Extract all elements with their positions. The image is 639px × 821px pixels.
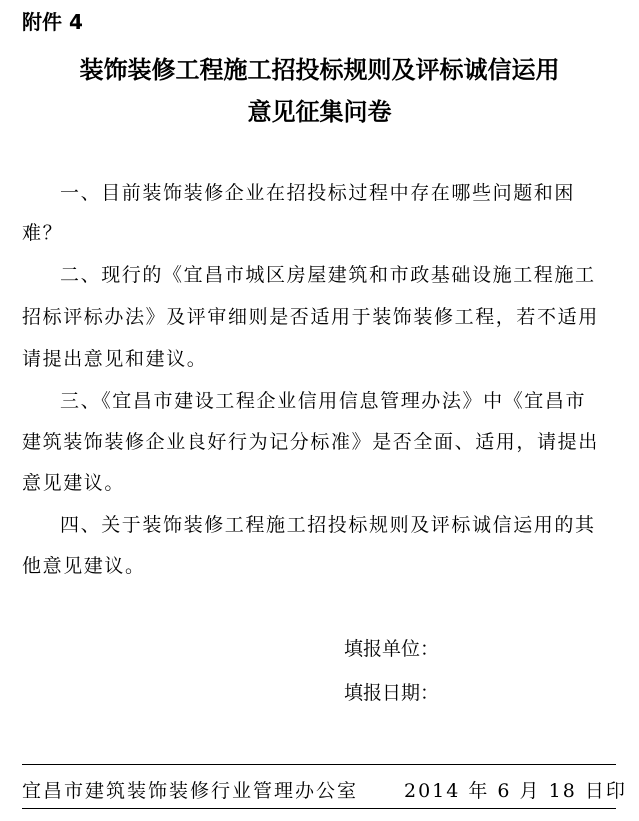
question-3-line-1: 三、《宜昌市建设工程企业信用信息管理办法》中《宜昌市 — [60, 390, 587, 412]
question-2-line-3: 请提出意见和建议。 — [22, 348, 208, 370]
question-3-line-3: 意见建议。 — [22, 472, 126, 494]
footer-bottom-rule — [22, 808, 616, 809]
question-4-line-2: 他意见建议。 — [22, 555, 146, 577]
fill-date-label: 填报日期： — [344, 682, 440, 704]
footer-print-date: 2014 年 6 月 18 日印 — [404, 780, 627, 802]
footer-issuer: 宜昌市建筑装饰装修行业管理办公室 — [22, 780, 359, 802]
question-1-line-2: 难？ — [22, 222, 64, 244]
question-4-line-1: 四、关于装饰装修工程施工招投标规则及评标诚信运用的其 — [60, 514, 596, 536]
attachment-label: 附件 4 — [22, 10, 83, 34]
question-2-line-1: 二、现行的《宜昌市城区房屋建筑和市政基础设施工程施工 — [60, 264, 596, 286]
document-title-line-1: 装饰装修工程施工招投标规则及评标诚信运用 — [79, 56, 560, 84]
fill-unit-label: 填报单位： — [344, 638, 440, 660]
footer-top-rule — [22, 764, 616, 765]
question-1-line-1: 一、目前装饰装修企业在招投标过程中存在哪些问题和困 — [60, 182, 576, 204]
question-2-line-2: 招标评标办法》及评审细则是否适用于装饰装修工程，若不适用 — [22, 306, 599, 328]
document-title-line-2: 意见征集问卷 — [247, 98, 392, 126]
question-3-line-2: 建筑装饰装修企业良好行为记分标准》是否全面、适用，请提出 — [22, 431, 599, 453]
